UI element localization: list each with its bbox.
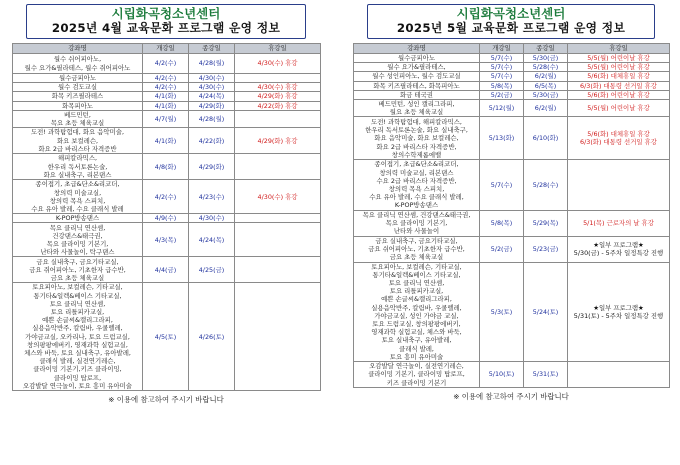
start-date-cell: 5/2(금) xyxy=(480,236,524,262)
class-names-cell xyxy=(354,100,480,117)
end-date-cell: 4/25(금) xyxy=(189,257,235,283)
class-name-line: 수요 2급 바리스타 자격증반, xyxy=(376,176,457,185)
table-row xyxy=(13,128,321,154)
end-date-cell: 4/30(수) xyxy=(189,83,235,92)
class-names-cell xyxy=(13,154,143,180)
class-name-line: 가야금교실, 성인 가야금 교실, xyxy=(374,311,459,320)
class-name-line: 통기타&일렉&베이스 기타교실, xyxy=(33,291,122,300)
start-date-cell: 4/1(화) xyxy=(143,128,189,154)
class-name-line: 화요 실내축구, 리본댄스 xyxy=(43,170,112,179)
class-names-cell xyxy=(13,283,143,391)
class-name-line: 금요 쥐어피아노, 기초한자 급수반, xyxy=(29,265,126,274)
end-date-cell: 5/24(토) xyxy=(524,262,568,361)
class-names-cell xyxy=(354,81,480,90)
class-names-cell xyxy=(354,160,480,210)
class-name-line: 창의팡팡에버키, 영재과학 실험교실, xyxy=(27,340,128,349)
holiday-line: 6/3(화) 대통령 선거일 휴강 xyxy=(580,81,657,90)
class-name-line: 키즈 클라이밍 기본기 xyxy=(386,378,447,387)
end-date-cell: 4/28(월) xyxy=(189,54,235,74)
table-row xyxy=(13,92,321,101)
class-names-cell xyxy=(354,72,480,81)
class-name-line: 화요 2급 바리스타 자격증반 xyxy=(38,144,117,153)
end-date-cell: 5/28(수) xyxy=(524,63,568,72)
holiday-cell: 4/29(화) 휴강 xyxy=(235,92,321,101)
class-names-cell xyxy=(354,63,480,72)
table-row xyxy=(13,101,321,110)
class-name-line: 난타와 사물놀이 xyxy=(393,227,440,236)
class-name-line: 월수 성인피아노, 월수 검도교실 xyxy=(372,72,461,81)
april-header-row xyxy=(13,44,321,54)
class-name-line: 월수금피아노 xyxy=(397,54,436,62)
table-row xyxy=(13,74,321,83)
holiday-cell xyxy=(568,160,670,210)
class-name-line: 창의수학제롬에밸 xyxy=(391,150,442,159)
class-name-line: 토요 리틀피카교실, xyxy=(389,287,444,296)
class-name-line: 해피칼라믹스, xyxy=(57,154,98,163)
holiday-cell xyxy=(568,236,670,262)
table-row xyxy=(354,72,670,81)
class-name-line: K-POP방송댄스 xyxy=(55,214,100,223)
class-name-line: 오감발달 연극놀이, 토요 흥미 유아미술 xyxy=(23,381,132,390)
class-name-line: 금요 쉬어피아노, 기초한자 급수반, xyxy=(368,245,465,254)
holiday-cell xyxy=(235,223,321,257)
class-name-line: 토요피아노, 보컬레슨, 기타교실, xyxy=(371,262,462,271)
class-names-cell xyxy=(13,223,143,257)
table-row xyxy=(354,210,670,236)
header-class: 강좌명 xyxy=(354,44,480,54)
class-name-line: 클라이밍 탑로프, xyxy=(53,373,102,382)
class-name-line: 체스와 바둑, 토요 실내축구, 유아발레, xyxy=(24,349,131,358)
class-name-line: 목요 초등 체육교실 xyxy=(50,119,105,128)
holiday-cell xyxy=(235,154,321,180)
class-name-line: 창의력 미술교실, 리본댄스 xyxy=(379,168,454,177)
holiday-line: 5/6(화) 어린이날 휴강 xyxy=(587,90,650,99)
class-names-cell xyxy=(13,92,143,101)
table-row xyxy=(354,362,670,388)
table-row xyxy=(354,117,670,160)
start-date-cell: 5/12(월) xyxy=(480,100,524,117)
class-name-line: 월수 요가&필라테스, 월수 쥐어피아노 xyxy=(24,63,131,72)
holiday-line: 6/3(화) 대통령 선거일 휴강 xyxy=(580,138,657,147)
table-row xyxy=(13,154,321,180)
holiday-cell xyxy=(235,257,321,283)
class-name-line: 창의력 목욕 스피치, xyxy=(49,196,106,205)
class-name-line: 클라이밍 기본기, 클라이밍 탑로프, xyxy=(368,370,465,379)
class-name-line: 종이접기, 초급&단소&리코더, xyxy=(35,180,120,189)
table-row xyxy=(354,81,670,90)
header-start: 개강일 xyxy=(480,44,524,54)
start-date-cell: 5/3(토) xyxy=(480,262,524,361)
start-date-cell: 5/10(토) xyxy=(480,362,524,388)
holiday-cell xyxy=(568,362,670,388)
end-date-cell: 5/30(금) xyxy=(524,54,568,63)
class-names-cell xyxy=(13,180,143,214)
may-header-box xyxy=(367,4,655,39)
end-date-cell: 5/23(금) xyxy=(524,236,568,262)
class-names-cell xyxy=(13,257,143,283)
start-date-cell: 4/2(수) xyxy=(143,180,189,214)
class-name-line: 가야금교실, 오카리나, 토요 드럼교실, xyxy=(25,332,130,341)
class-names-cell xyxy=(354,362,480,388)
holiday-line: 5/1(목) 근로자의 날 휴강 xyxy=(583,219,654,228)
class-name-line: 토요 리틀피카교실, xyxy=(50,308,105,317)
table-row xyxy=(13,180,321,214)
class-name-line: 월수 요가&필라테스, xyxy=(387,63,446,72)
end-date-cell: 4/24(목) xyxy=(189,92,235,101)
start-date-cell: 4/9(수) xyxy=(143,214,189,223)
class-name-line: 화요 보컬레슨, xyxy=(56,136,99,145)
class-name-line: 금요 초등 체육교실 xyxy=(389,253,444,262)
may-note: ※ 이용에 참고하여 주시기 바랍니다 xyxy=(453,392,569,402)
header-end: 종강일 xyxy=(189,44,235,54)
holiday-line: ★일부 프로그램★ xyxy=(593,240,644,249)
end-date-cell: 6/2(월) xyxy=(524,100,568,117)
holiday-cell xyxy=(235,110,321,127)
end-date-cell: 6/10(화) xyxy=(524,117,568,160)
end-date-cell: 4/29(화) xyxy=(189,101,235,110)
class-name-line: 통기타&일렉&베이스 기타교실, xyxy=(372,270,461,279)
start-date-cell: 4/2(수) xyxy=(143,83,189,92)
class-names-cell xyxy=(354,236,480,262)
table-row xyxy=(354,160,670,210)
start-date-cell: 4/2(수) xyxy=(143,74,189,83)
table-row xyxy=(13,283,321,391)
class-name-line: 금요 실내축구, 금요기타교실, xyxy=(36,257,119,266)
class-name-line: 베드민턴, 성인 캘리그라피, xyxy=(378,100,455,109)
table-row xyxy=(354,100,670,117)
class-name-line: 오감발달 연극놀이, 실전연기레슨, xyxy=(369,362,464,371)
end-date-cell: 4/29(화) xyxy=(189,154,235,180)
start-date-cell: 5/8(목) xyxy=(480,210,524,236)
holiday-cell: 4/30(수) 휴강 xyxy=(235,54,321,74)
class-name-line: 월수 검도교실 xyxy=(57,83,98,92)
may-schedule-table xyxy=(353,43,670,388)
class-names-cell xyxy=(13,54,143,74)
table-row xyxy=(354,90,670,99)
holiday-cell xyxy=(568,54,670,63)
class-name-line: 클래식 발레, xyxy=(399,344,434,353)
class-name-line: 월수 쉬어피아노, xyxy=(53,55,102,64)
may-center-name: 시립화곡청소년센터 xyxy=(456,6,566,21)
class-name-line: 클래식 발레, 실전연기레슨, xyxy=(39,357,116,366)
class-name-line: 월수금피아노 xyxy=(58,74,97,82)
class-name-line: 화목피아노 xyxy=(62,101,93,110)
start-date-cell: 4/1(화) xyxy=(143,92,189,101)
class-name-line: 목요 클라이밍 기본기, xyxy=(46,239,109,248)
holiday-cell xyxy=(568,90,670,99)
class-name-line: 건강댄스&태극권, xyxy=(52,231,103,240)
end-date-cell: 4/26(토) xyxy=(189,283,235,391)
end-date-cell: 6/2(월) xyxy=(524,72,568,81)
class-name-line: 목요 클리닉 연산셈, 건강댄스&태극권, xyxy=(362,210,471,219)
class-name-line: 종이접기, 초급&단소&리코더, xyxy=(374,160,459,169)
class-name-line: 토요 클리닉 연산셈, xyxy=(388,279,445,288)
end-date-cell: 4/24(목) xyxy=(189,223,235,257)
may-schedule-panel xyxy=(353,4,669,402)
class-name-line: 수요 유아 발레, 수요 클래식 발레, xyxy=(369,193,464,202)
class-name-line: 창의력 미술교실, xyxy=(53,188,102,197)
table-row xyxy=(13,257,321,283)
class-name-line: 창의력 목욕 스피치, xyxy=(388,185,445,194)
april-table-body xyxy=(13,54,321,391)
class-names-cell xyxy=(13,74,143,83)
class-names-cell xyxy=(354,210,480,236)
may-title: 2025년 5월 교육문화 프로그램 운영 정보 xyxy=(396,21,626,35)
class-name-line: 예쁜 손글씨&캘리그라피, xyxy=(42,316,113,325)
start-date-cell: 4/3(목) xyxy=(143,223,189,257)
end-date-cell: 5/30(금) xyxy=(524,90,568,99)
class-names-cell xyxy=(354,90,480,99)
class-name-line: 베드민턴, xyxy=(64,110,91,119)
class-name-line: 토요 실내축구, 유아발레, xyxy=(381,336,452,345)
start-date-cell: 4/5(토) xyxy=(143,283,189,391)
holiday-cell xyxy=(568,72,670,81)
table-row xyxy=(13,54,321,74)
holiday-line: 5/5(월) 어린이날 휴강 xyxy=(587,63,650,72)
april-center-name: 시립화곡청소년센터 xyxy=(111,6,221,21)
april-schedule-panel xyxy=(12,4,320,405)
class-name-line: 금요 실내축구, 금요기타교실, xyxy=(375,236,458,245)
start-date-cell: 4/8(화) xyxy=(143,154,189,180)
class-names-cell xyxy=(354,262,480,361)
class-name-line: 금요 초등 체육교실 xyxy=(50,274,105,283)
start-date-cell: 5/7(수) xyxy=(480,160,524,210)
start-date-cell: 5/7(수) xyxy=(480,72,524,81)
class-names-cell xyxy=(13,83,143,92)
end-date-cell: 5/29(목) xyxy=(524,210,568,236)
class-name-line: 한우리 독서토론논술, 화요 실내축구, xyxy=(365,126,468,135)
holiday-line: 5/6(화) 대체휴일 휴강 xyxy=(587,130,650,139)
holiday-cell xyxy=(235,74,321,83)
class-name-line: K-POP방송댄스 xyxy=(394,201,439,210)
holiday-cell xyxy=(568,210,670,236)
class-names-cell xyxy=(13,128,143,154)
table-row xyxy=(13,214,321,223)
may-header-row xyxy=(354,44,670,54)
class-name-line: 화목 키즈필라테스, 화목피아노 xyxy=(373,81,460,90)
class-name-line: 화금 테국권 xyxy=(400,90,433,99)
class-names-cell xyxy=(354,54,480,63)
header-class: 강좌명 xyxy=(13,44,143,54)
start-date-cell: 4/1(화) xyxy=(143,101,189,110)
end-date-cell: 4/22(화) xyxy=(189,128,235,154)
table-row xyxy=(354,262,670,361)
start-date-cell: 4/7(월) xyxy=(143,110,189,127)
class-name-line: 토요 흥미 유아미술 xyxy=(389,352,444,361)
end-date-cell: 5/31(토) xyxy=(524,362,568,388)
class-name-line: 도전! 과학탐험대, 해피칼라믹스, xyxy=(371,117,462,126)
holiday-cell: 4/22(화) 휴강 xyxy=(235,101,321,110)
end-date-cell: 4/30(수) xyxy=(189,214,235,223)
start-date-cell: 5/13(화) xyxy=(480,117,524,160)
holiday-line: 5/6(화) 대체휴일 휴강 xyxy=(587,72,650,81)
holiday-cell xyxy=(235,283,321,391)
class-name-line: 실용음악반주, 칼림바, 우쿨렐레, xyxy=(32,324,123,333)
holiday-cell xyxy=(568,63,670,72)
start-date-cell: 5/8(목) xyxy=(480,81,524,90)
table-row xyxy=(13,110,321,127)
holiday-cell xyxy=(235,214,321,223)
header-holiday: 휴강일 xyxy=(235,44,321,54)
class-name-line: 도전! 과학탐험대, 화요 음악미술, xyxy=(31,128,124,137)
table-row xyxy=(13,83,321,92)
holiday-line: 5/5(월) 어린이날 휴강 xyxy=(587,104,650,113)
class-name-line: 화목 키즈필라테스 xyxy=(51,92,104,101)
header-holiday: 휴강일 xyxy=(568,44,670,54)
class-name-line: 토요 클리닉 연산셈, xyxy=(49,299,106,308)
april-note: ※ 이용에 참고하여 주시기 바랍니다 xyxy=(108,395,224,405)
table-row xyxy=(354,236,670,262)
holiday-cell xyxy=(568,117,670,160)
class-name-line: 월요 초등 체육교실 xyxy=(389,108,444,117)
end-date-cell: 4/30(수) xyxy=(189,74,235,83)
start-date-cell: 5/2(금) xyxy=(480,90,524,99)
class-name-line: 화요 음악미술, 화요 보컬레슨, xyxy=(374,134,459,143)
class-name-line: 목요 클리닉 연산셈, xyxy=(49,223,106,232)
holiday-cell: 4/30(수) 휴강 xyxy=(235,83,321,92)
holiday-line: 5/30(금) - 5주차 일정특강 진행 xyxy=(573,249,664,258)
header-end: 종강일 xyxy=(524,44,568,54)
end-date-cell: 4/28(월) xyxy=(189,110,235,127)
holiday-line: 5/5(월) 어린이날 휴강 xyxy=(587,54,650,62)
holiday-line: ★일부 프로그램★ xyxy=(593,303,644,312)
end-date-cell: 5/28(수) xyxy=(524,160,568,210)
end-date-cell: 6/5(목) xyxy=(524,81,568,90)
start-date-cell: 5/7(수) xyxy=(480,63,524,72)
start-date-cell: 5/7(수) xyxy=(480,54,524,63)
holiday-cell: 4/30(수) 휴강 xyxy=(235,180,321,214)
holiday-cell xyxy=(568,81,670,90)
class-name-line: 목요 클라이밍 기본기, xyxy=(385,219,448,228)
class-name-line: 토요피아노, 보컬레슨, 기타교실, xyxy=(32,283,123,292)
class-names-cell xyxy=(13,110,143,127)
april-header-box xyxy=(26,4,306,39)
start-date-cell: 4/2(수) xyxy=(143,54,189,74)
class-names-cell xyxy=(13,214,143,223)
class-names-cell xyxy=(13,101,143,110)
class-name-line: 예쁜 손글씨&캘리그라피, xyxy=(381,295,452,304)
class-name-line: 실용음악반주, 칼림바, 우쿨렐레, xyxy=(371,303,462,312)
april-title: 2025년 4월 교육문화 프로그램 운영 정보 xyxy=(51,21,281,35)
class-name-line: 클라이밍 기본기,키즈 클라이밍, xyxy=(33,365,122,374)
holiday-cell: 4/29(화) 휴강 xyxy=(235,128,321,154)
start-date-cell: 4/4(금) xyxy=(143,257,189,283)
class-name-line: 수요 유아 발레, 수요 클래식 발레 xyxy=(31,204,124,213)
header-start: 개강일 xyxy=(143,44,189,54)
table-row xyxy=(13,223,321,257)
holiday-cell xyxy=(568,100,670,117)
class-name-line: 화요 2급 바리스타 자격증반, xyxy=(376,142,457,151)
class-name-line: 난타와 사물놀이, 탁구댄스 xyxy=(40,248,115,257)
class-name-line: 토요 드럼교실, 창의팡팡에버키, xyxy=(372,320,461,329)
table-row xyxy=(354,54,670,63)
end-date-cell: 4/23(수) xyxy=(189,180,235,214)
table-row xyxy=(354,63,670,72)
holiday-cell xyxy=(568,262,670,361)
april-schedule-table xyxy=(12,43,321,391)
holiday-line: 5/31(토) - 5주차 일정특강 진행 xyxy=(573,311,664,320)
class-names-cell xyxy=(354,117,480,160)
may-table-body xyxy=(354,54,670,388)
class-name-line: 한우리 독서토론논술, xyxy=(47,162,108,171)
class-name-line: 영재과학 실험교실, 체스와 바둑, xyxy=(371,328,462,337)
